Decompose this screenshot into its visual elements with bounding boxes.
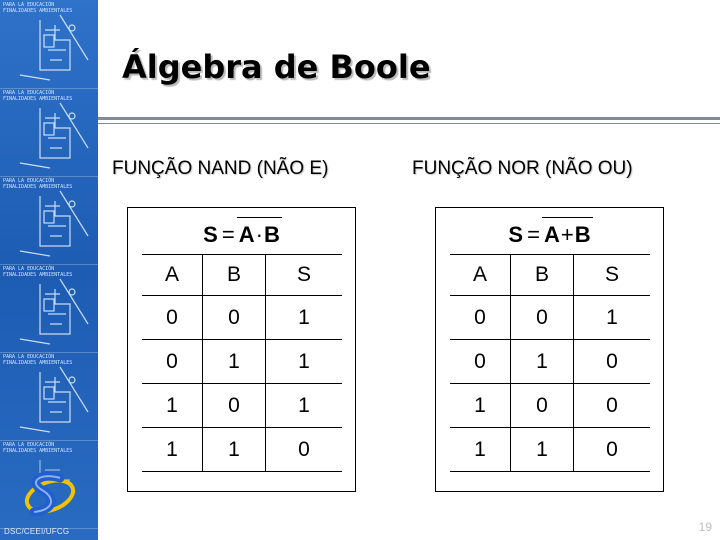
formula-operator: + [560,222,574,247]
page-number: 19 [698,520,712,534]
nand-formula [128,222,355,248]
table-row [450,428,650,472]
sidebar-tile-caption: PARA LA EDUCACIÓN FINALIDADES AMBIENTALES [3,266,73,278]
table-cell: 1 [203,428,266,472]
sidebar-tile [0,0,98,89]
table-cell: 0 [450,340,511,384]
table-row [142,384,342,428]
nand-panel [127,207,356,492]
decorative-sidebar [0,0,98,540]
table-cell: 1 [574,296,651,340]
table-cell: 0 [203,296,266,340]
column-header: B [203,255,266,296]
table-cell: 0 [203,384,266,428]
sidebar-tile-caption: PARA LA EDUCACIÓN FINALIDADES AMBIENTALES [3,2,73,14]
sidebar-tile [0,352,98,441]
nand-heading: FUNÇÃO NAND (NÃO E) [112,158,329,179]
table-cell: 0 [574,384,651,428]
nor-heading: FUNÇÃO NOR (NÃO OU) [412,158,633,179]
formula-output: S [203,222,218,247]
table-cell: 0 [142,296,203,340]
table-row [450,340,650,384]
table-cell: 0 [511,296,574,340]
formula-var-a: A [543,222,560,247]
nor-panel [435,207,664,492]
table-cell: 1 [450,384,511,428]
table-cell: 0 [574,340,651,384]
table-cell: 0 [574,428,651,472]
formula-var-b: B [574,222,591,247]
sidebar-footer-text: DSC/CEEI/UFCG [4,527,70,536]
table-cell: 1 [266,296,343,340]
table-row [450,296,650,340]
sidebar-tile [0,88,98,177]
formula-var-b: B [263,222,280,247]
table-header-row [450,255,650,296]
table-cell: 1 [266,384,343,428]
nor-truth-table [450,254,650,472]
formula-operator: · [255,222,263,247]
page-title: Álgebra de Boole [122,48,431,86]
table-header-row [142,255,342,296]
column-header: A [450,255,511,296]
nor-formula [436,222,663,248]
sidebar-tile-caption: PARA LA EDUCACIÓN FINALIDADES AMBIENTALES [3,354,73,366]
table-cell: 1 [450,428,511,472]
table-cell: 1 [511,428,574,472]
table-row [142,296,342,340]
sidebar-tile-caption: PARA LA EDUCACIÓN FINALIDADES AMBIENTALES [3,178,73,190]
table-cell: 1 [203,340,266,384]
table-cell: 0 [142,340,203,384]
nand-truth-table [142,254,342,472]
table-cell: 0 [450,296,511,340]
table-cell: 1 [142,384,203,428]
formula-equals: = [527,222,540,247]
table-row [450,384,650,428]
sidebar-tile-caption: PARA LA EDUCACIÓN FINALIDADES AMBIENTALES [3,90,73,102]
table-cell: 1 [511,340,574,384]
table-cell: 1 [266,340,343,384]
header-rule-thin [98,123,720,124]
table-row [142,428,342,472]
header-rule-thick [98,117,720,120]
formula-equals: = [221,222,235,247]
formula-negated-term [544,222,591,248]
column-header: B [511,255,574,296]
column-header: S [266,255,343,296]
formula-output: S [508,222,524,247]
sidebar-tile-caption: PARA LA EDUCACIÓN FINALIDADES AMBIENTALES [3,442,73,454]
table-cell: 0 [266,428,343,472]
table-cell: 1 [142,428,203,472]
formula-negated-term [239,222,280,248]
table-cell: 0 [511,384,574,428]
table-row [142,340,342,384]
formula-var-a: A [238,222,255,247]
dsc-logo-icon [20,468,76,524]
column-header: S [574,255,651,296]
sidebar-tile [0,264,98,353]
column-header: A [142,255,203,296]
sidebar-tile [0,176,98,265]
